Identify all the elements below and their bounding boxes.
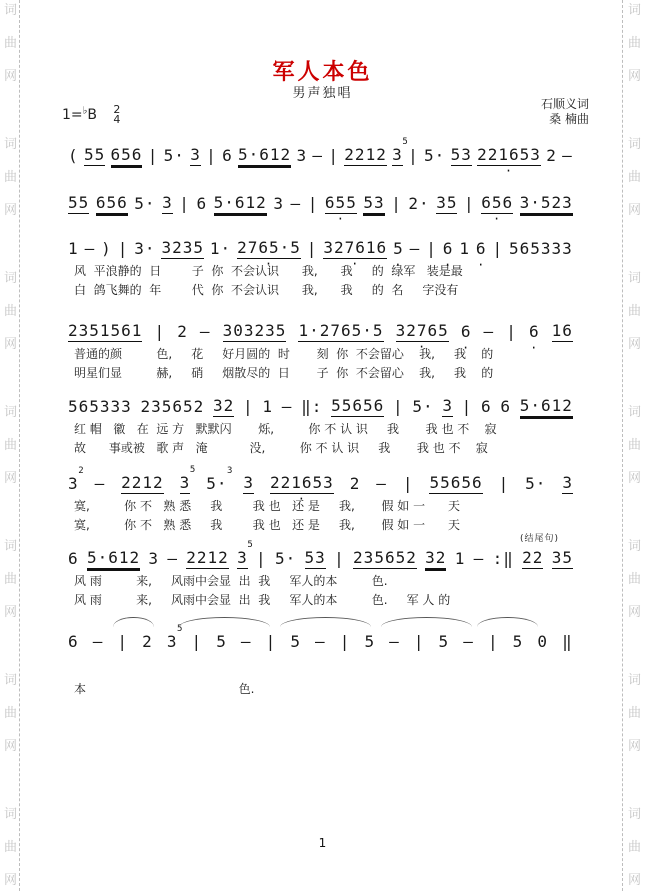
music-note: 5· [163, 146, 185, 165]
music-note: 565333 [68, 397, 132, 416]
watermark-character: 网 [628, 69, 642, 84]
barline: | [402, 474, 414, 493]
music-note: — [84, 239, 96, 258]
music-note: 1· [209, 239, 232, 258]
music-note: 5·612 [213, 193, 267, 212]
watermark-character: 网 [4, 739, 18, 754]
watermark-character: 词 [4, 271, 18, 286]
music-note: 221653 · [477, 147, 541, 166]
barline: | [179, 194, 190, 213]
music-note: — [199, 322, 211, 341]
watermark-character: 词 [628, 137, 642, 152]
flat-sign: ♭ [82, 105, 88, 117]
tie-arc [179, 617, 270, 627]
barline: | [498, 474, 510, 493]
music-note: 5· [424, 146, 446, 165]
music-system [68, 540, 573, 607]
music-note: 32 [425, 548, 447, 567]
music-note: 5· [274, 549, 297, 568]
music-note: 6 · [529, 324, 540, 342]
barline: | [147, 146, 159, 165]
music-note: 0 [537, 632, 548, 651]
music-note: — [290, 194, 302, 213]
barline: | [191, 632, 203, 651]
watermark-character: 网 [4, 203, 18, 218]
music-note: 3235 [161, 238, 204, 257]
music-note: 35 [436, 193, 458, 212]
music-note: ( [68, 146, 79, 165]
music-note: 5 [216, 632, 227, 651]
lyric-line: 红 帽 徽 在 远 方 默默闪 烁, 你 不 认 识 我 我 也 不 寂 [74, 422, 497, 436]
music-note: 5·612 [519, 396, 573, 415]
music-system [68, 233, 573, 297]
watermark-character: 曲 [628, 36, 642, 51]
lyricist-credit: 石顺义词 [540, 97, 589, 111]
music-note: — [94, 474, 106, 493]
music-note: 5· 3 [206, 466, 233, 493]
watermark-character: 词 [628, 539, 642, 554]
time-signature-bottom: 4 [113, 113, 121, 126]
music-note: 32 [213, 396, 235, 415]
key-letter: B [87, 107, 97, 123]
music-note: 53 [363, 193, 385, 212]
watermark-character: 词 [628, 271, 642, 286]
barline: | [243, 397, 254, 416]
music-note: — [376, 474, 387, 493]
music-note: 6 [222, 146, 233, 165]
music-system [68, 391, 573, 455]
watermark-character: 网 [4, 873, 18, 888]
barline: | [487, 632, 499, 651]
barline: | [117, 239, 129, 258]
barline: | [464, 194, 475, 213]
music-row [68, 626, 573, 652]
barline: | [117, 632, 129, 651]
watermark-character: 曲 [4, 304, 18, 319]
music-note: 3 5 [392, 137, 408, 164]
watermark-character: 网 [4, 605, 18, 620]
music-note: 235652 [140, 397, 205, 416]
music-note: 2 [349, 474, 361, 493]
watermark-character: 曲 [4, 706, 18, 721]
tie-arc [113, 617, 153, 627]
grace-note: 5 [189, 465, 196, 475]
music-note: 2351561 [68, 321, 143, 340]
barline: | [426, 239, 437, 258]
music-note: 16 [551, 321, 573, 340]
music-note: 3 [243, 473, 255, 492]
music-note: 6 · [476, 241, 487, 259]
composer-credit: 桑 楠曲 [549, 112, 589, 126]
lyric-line: 风 平浪静的 日 子 你 不会认识 我, 我 的 绿军 装是最 [74, 264, 463, 278]
music-note: 5· [134, 194, 156, 213]
watermark-character: 网 [4, 337, 18, 352]
music-note: 327616 · [323, 240, 387, 259]
music-note: 53 [304, 548, 326, 567]
watermark-character: 网 [628, 605, 642, 620]
watermark-character: 词 [4, 405, 18, 420]
music-note: ) [101, 239, 112, 258]
music-note: 5· [525, 474, 547, 493]
watermark-character: 词 [4, 3, 18, 18]
watermark-character: 曲 [628, 840, 642, 855]
time-signature-top: 2 [113, 103, 121, 116]
music-note: 2 [142, 632, 153, 651]
lyric-line: 风 雨 来, 风雨中会显 出 我 军人的本 色. 军 人 的 [74, 593, 451, 607]
barline: | [408, 146, 419, 165]
music-note: 55656 [429, 473, 483, 492]
grace-note: 5 [402, 137, 408, 147]
music-note: 5 [438, 632, 450, 651]
music-note: 3 [296, 146, 308, 165]
watermark-character: 网 [628, 471, 642, 486]
music-row [68, 316, 573, 342]
music-note: :‖ [492, 549, 514, 568]
music-note: 3 2 [68, 466, 84, 493]
barline: | [328, 146, 339, 165]
watermark-character: 曲 [628, 304, 642, 319]
music-note: 565333 [509, 239, 573, 258]
music-note: 6 [68, 632, 79, 651]
music-note: 22 [522, 548, 544, 567]
watermark-character: 网 [628, 873, 642, 888]
music-note: — [281, 397, 293, 416]
music-system [68, 465, 573, 532]
barline: | [392, 397, 404, 416]
ending-phrase-label: (结尾句) [520, 534, 560, 544]
barline: | [461, 397, 473, 416]
music-note: 3 [442, 396, 453, 415]
watermark-character: 网 [628, 203, 642, 218]
key-prefix: 1= [62, 107, 83, 123]
lyric-line: 风 雨 来, 风雨中会显 出 我 军人的本 色. [74, 574, 388, 588]
music-note: 656 · [481, 195, 513, 214]
music-note: 5 · [393, 241, 404, 259]
music-note: 2 [546, 146, 557, 165]
watermark-character: 网 [4, 471, 18, 486]
music-note: 6 · [461, 324, 472, 342]
watermark-character: 词 [628, 3, 642, 18]
music-note: 3 [162, 193, 173, 212]
tie-arc [381, 617, 472, 627]
lyric-line: 寞, 你 不 熟 悉 我 我 也 还 是 我, 假 如 一 天 [74, 518, 460, 532]
watermark-character: 曲 [4, 36, 18, 51]
music-note: 656 [110, 145, 143, 164]
music-note: — [483, 322, 495, 341]
barline: | [334, 549, 345, 568]
music-note: 235652 [353, 548, 417, 567]
music-note: 5·612 [238, 145, 292, 164]
lyric-line: 明星们显 赫, 硝 烟散尽的 日 子 你 不会留心 我, 我 的 [74, 366, 494, 380]
music-note: 2212 [186, 548, 229, 567]
barline: | [492, 239, 504, 258]
music-note: 3 [148, 549, 160, 568]
music-note: 6 [481, 397, 492, 416]
music-system [68, 316, 573, 380]
music-note: 55 [68, 193, 90, 212]
music-note: — [463, 632, 474, 651]
tie-arc [280, 617, 371, 627]
watermark-character: 曲 [628, 706, 642, 721]
music-note: 5 [512, 632, 524, 651]
barline: | [339, 632, 351, 651]
music-note: 6 [68, 549, 79, 568]
page-number: 1 [318, 836, 327, 850]
music-system [68, 137, 573, 166]
watermark-character: 词 [628, 807, 642, 822]
music-note: 3·523 [519, 193, 573, 212]
music-note: — [312, 146, 324, 165]
music-note: — [315, 632, 326, 651]
music-note: 3· [134, 239, 156, 258]
music-note: 6 [500, 397, 512, 416]
watermark-character: 曲 [4, 170, 18, 185]
music-note: 55 [83, 145, 106, 164]
music-note: 5 [364, 632, 376, 651]
watermark-character: 词 [4, 539, 18, 554]
watermark-character: 曲 [4, 840, 18, 855]
watermark-character: 词 [628, 673, 642, 688]
music-note: 1 [459, 239, 470, 258]
grace-note: 3 [227, 466, 233, 476]
lyric-line: 普通的颜 色, 花 好月圆的 时 刻 你 不会留心 我, 我 的 [74, 347, 494, 361]
lyric-line: 故 事或被 歌 声 淹 没, 你 不 认 识 我 我 也 不 寂 [74, 441, 488, 455]
page-title: 军人本色 [272, 60, 373, 85]
barline: | [306, 239, 318, 258]
barline: | [506, 322, 517, 341]
watermark-character: 网 [628, 739, 642, 754]
barline: | [391, 194, 402, 213]
music-note: 303235 [222, 321, 287, 340]
barline: | [307, 194, 319, 213]
watermark-character: 曲 [628, 170, 642, 185]
music-note: 3 5 [237, 540, 253, 567]
music-note: ‖: [301, 397, 323, 416]
song-subtitle: 男声独唱 [292, 86, 353, 101]
lyric-line: 本 色. [74, 682, 255, 696]
music-note: 1·2765·5 [298, 321, 384, 340]
watermark-character: 词 [628, 405, 642, 420]
music-note: 2765·5 · [237, 240, 301, 259]
music-note: 3 5 [179, 465, 196, 492]
music-note: 5 [290, 632, 301, 651]
watermark-character: 网 [628, 337, 642, 352]
music-note: 655 · [325, 195, 357, 214]
music-note: 1 [262, 397, 274, 416]
music-note: 1 [454, 549, 466, 568]
music-row [68, 391, 573, 417]
lyric-line: 白 鸽飞舞的 年 代 你 不会认识 我, 我 的 名 字没有 [74, 283, 459, 297]
music-row [68, 137, 573, 166]
music-note: 656 [95, 193, 128, 212]
music-note: 3 5 [166, 624, 183, 651]
music-note: 3 [562, 473, 573, 492]
music-system [68, 626, 573, 696]
music-note: 53 [450, 145, 472, 164]
music-row [68, 188, 573, 214]
watermark-character: 曲 [628, 438, 642, 453]
music-note: 3 [273, 194, 284, 213]
music-note: — [473, 549, 485, 568]
music-note: 1 [68, 239, 79, 258]
music-note: 6 [196, 194, 208, 213]
music-note: 55656 [331, 396, 385, 415]
music-note: — [562, 146, 573, 165]
barline: | [265, 632, 277, 651]
watermark-character: 词 [4, 137, 18, 152]
watermark-character: 曲 [4, 572, 18, 587]
grace-note: 5 [177, 624, 183, 634]
music-note: 5·612 [86, 548, 141, 567]
tie-arc [477, 617, 538, 627]
music-note: 2212 [344, 145, 387, 164]
barline: | [154, 322, 166, 341]
music-note: 221653 · [270, 475, 334, 494]
music-row [68, 540, 573, 569]
watermark-character: 曲 [4, 438, 18, 453]
music-note: — [92, 632, 104, 651]
music-note: 6 · [443, 241, 454, 259]
watermark-character: 网 [4, 69, 18, 84]
music-note: ‖ [562, 632, 573, 651]
music-note: — [167, 549, 178, 568]
barline: | [206, 146, 217, 165]
music-note: 35 [551, 548, 573, 567]
watermark-character: 词 [4, 673, 18, 688]
watermark-character: 词 [4, 807, 18, 822]
music-note: 2212 [121, 473, 164, 492]
music-note: — [389, 632, 400, 651]
barline: | [413, 632, 425, 651]
lyric-line: 寞, 你 不 熟 悉 我 我 也 还 是 我, 假 如 一 天 [74, 499, 460, 513]
music-note: — [240, 632, 252, 651]
grace-note: 5 [247, 540, 253, 550]
watermark-character: 曲 [628, 572, 642, 587]
music-note: 2 [177, 322, 188, 341]
grace-note: 2 [78, 466, 84, 476]
music-note: 32765 · [396, 323, 449, 342]
music-note: 3 [190, 145, 201, 164]
music-note: 5· [412, 397, 434, 416]
music-row [68, 233, 573, 259]
music-system [68, 188, 573, 214]
barline: | [256, 549, 267, 568]
music-note: 2· [408, 194, 430, 213]
music-note: — [409, 239, 421, 258]
music-row [68, 465, 573, 494]
